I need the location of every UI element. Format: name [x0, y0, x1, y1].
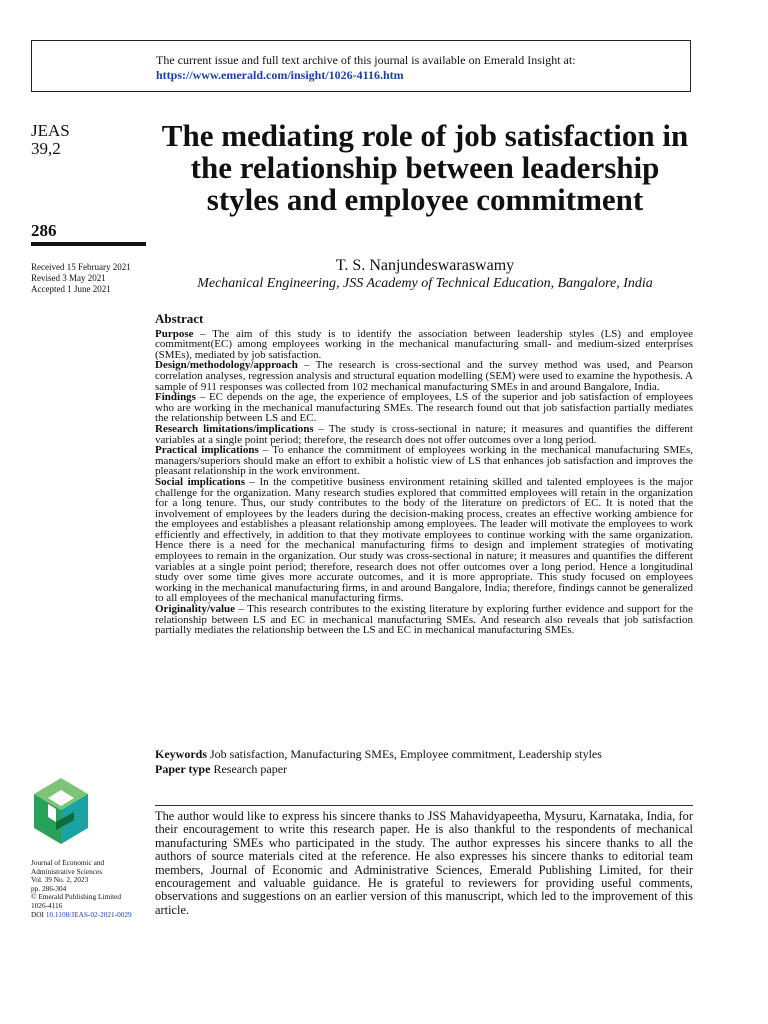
issn: 1026-4116 [31, 900, 63, 910]
social-text: – In the competitive business environment retaining skilled and talented employees is the major challenge for the organization. Many research studies explored that committed employees will retain in the organization for a long tenure. Thus, our study contributes to the body of the literature on predictors of EC. It is noted that the involvement of employees by the leaders during the decision-making process, creates an effective working ambience for the employees and establishes a pleasant relationship among employees. The leader will motivate the employees to work efficiently and effectively, in addition to that they motivate employees to continue working with the same organization. Hence there is a need for the mechanical manufacturing firms to design and implement strategies of motivating employees to remain in the organization. Our study was cross-sectional in nature; it measures and quantifies the different variables at a single point period; therefore, research does not offer outcomes over a long period. Hence a longitudinal study over some time gives more accurate outcomes, and it is more appropriate. This study focused on employees working in the mechanical manufacturing firms, in and around Bangalore, India; therefore, findings cannot be generalized to all employees of the mechanical manufacturing firms. [155, 475, 693, 605]
abstract-findings [155, 392, 693, 424]
doi-label: DOI [31, 909, 44, 919]
journal-abbrev: JEAS [31, 121, 70, 140]
page-number: 286 [31, 221, 57, 240]
doi-link[interactable]: 10.1108/JEAS-02-2021-0029 [45, 909, 132, 919]
page-number-rule [31, 242, 146, 246]
abstract-section [155, 311, 693, 637]
keywords-section [155, 747, 693, 777]
journal-name-line2: Administrative Sciences [31, 866, 103, 876]
doi-line [31, 911, 132, 920]
practical-text: – To enhance the commitment of employees working in the mechanical manufacturing SMEs, managers/superiors should make an effort to exhibit a holistic view of LS that enhances job satisfaction and improves the pleasant relationship in the work environment. [155, 444, 693, 478]
access-banner [31, 40, 691, 92]
acknowledgement-divider [155, 805, 693, 806]
keywords-line [155, 747, 693, 762]
originality-text: – This research contributes to the existing literature by exploring further evidence and support for the relationship between LS and EC in mechanical manufacturing SMEs. And research also reveals that job satisfaction partially mediates the relationship between the LS and EC in mechanical manufacturing SMEs. [155, 603, 693, 637]
paper-type-label: Paper type [155, 762, 211, 776]
paper-type-line [155, 762, 693, 777]
journal-url-link[interactable]: https://www.emerald.com/insight/1026-4116.htm [156, 68, 404, 82]
purpose-text: – The aim of this study is to identify the association between leadership styles (LS) and employee commitment(EC) among employees working in the mechanical manufacturing small- and medium-sized enterprises (SMEs), mediated by job satisfaction. [155, 327, 693, 361]
abstract-purpose [155, 329, 693, 361]
practical-label: Practical implications [155, 444, 259, 457]
originality-label: Originality/value [155, 603, 236, 616]
received-date: Received 15 February 2021 [31, 262, 131, 272]
purpose-label: Purpose [155, 327, 194, 340]
abstract-heading: Abstract [155, 311, 204, 326]
acknowledgement-text: The author would like to express his sincere thanks to JSS Mahavidyapeetha, Mysuru, Karnataka, India, for their encouragement to write this research paper. He is also thankful to the respondents of mechanical manufacturing SMEs who participated in the study. The author expresses his sincere thanks to all the authors of source materials cited at the reference. He also expresses his sincere thanks to editorial team members, Journal of Economic and Administrative Sciences, Emerald Publishing Limited, for their encouragement and valuable guidance. He is grateful to reviewers for providing useful comments, observations and suggestions on an earlier version of this manuscript, which led to the improvement of this article. [155, 809, 693, 917]
abstract-originality [155, 604, 693, 636]
publisher: © Emerald Publishing Limited [31, 892, 122, 902]
article-dates [31, 262, 131, 295]
article-title: The mediating role of job satisfaction in the relationship between leadership styles and employee commitment [161, 118, 689, 217]
journal-info [31, 859, 132, 919]
social-label: Social implications [155, 475, 246, 488]
revised-date: Revised 3 May 2021 [31, 273, 106, 283]
journal-code [31, 122, 70, 158]
volume-issue: 39,2 [31, 139, 61, 158]
limitations-label: Research limitations/implications [155, 422, 314, 435]
paper-type-text: Research paper [210, 762, 288, 776]
findings-text: – EC depends on the age, the experience of employees, LS of the superior and job satisfaction of employees who are working in the mechanical manufacturing SMEs. The research found out that job satisfaction partially mediates the relationship between LS and EC. [155, 391, 693, 425]
author-affiliation: Mechanical Engineering, JSS Academy of Technical Education, Bangalore, India [197, 276, 653, 291]
journal-name-line1: Journal of Economic and [31, 858, 105, 867]
volume-info: Vol. 39 No. 2, 2023 [31, 875, 89, 885]
abstract-limitations [155, 424, 693, 445]
abstract-practical [155, 445, 693, 477]
banner-text-block [156, 53, 576, 83]
keywords-text: Job satisfaction, Manufacturing SMEs, Employee commitment, Leadership styles [207, 747, 602, 761]
design-label: Design/methodology/approach [155, 359, 298, 372]
page-range: pp. 286-304 [31, 883, 67, 893]
limitations-text: – The study is cross-sectional in nature; it measures and quantifies the different variables at a single point period; therefore, the research does not offer outcomes over a long period. [155, 422, 693, 446]
emerald-logo-icon [30, 776, 92, 846]
findings-label: Findings [155, 391, 196, 404]
abstract-social [155, 477, 693, 604]
design-text: – The research is cross-sectional and the survey method was used, and Pearson correlation analyses, regression analysis and structural equation modelling (SEM) were used to examine the hypothesis. A sample of 911 responses was collected from 102 mechanical manufacturing SMEs in and around Bangalore, India. [155, 359, 693, 393]
banner-text: The current issue and full text archive of this journal is available on Emerald Insight at: [156, 53, 576, 67]
accepted-date: Accepted 1 June 2021 [31, 284, 111, 294]
author-name: T. S. Nanjundeswaraswamy [335, 257, 515, 274]
abstract-design [155, 360, 693, 392]
keywords-label: Keywords [155, 747, 207, 761]
